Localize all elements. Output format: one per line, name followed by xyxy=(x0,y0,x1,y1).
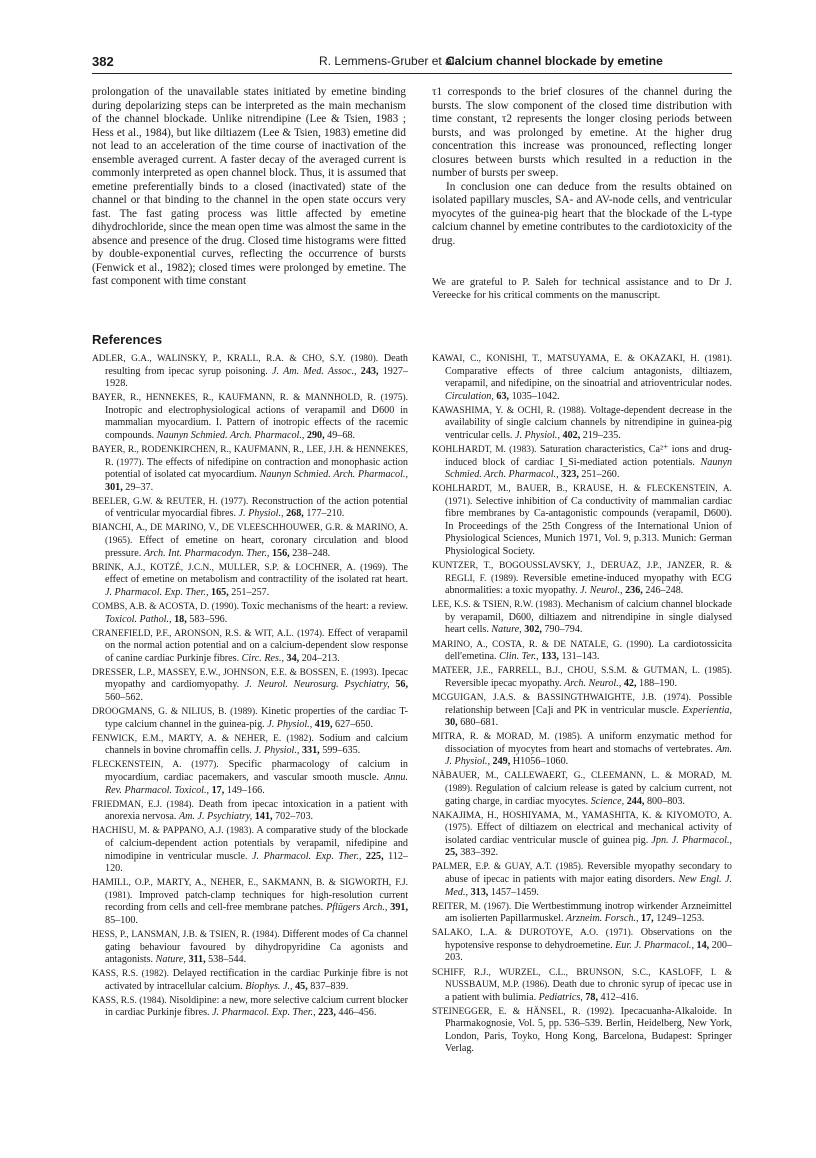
reference-authors: KAWASHIMA, Y. & OCHI, R. (1988). xyxy=(432,405,587,416)
reference-title: Ipecacuanha-Alkaloide. In Pharmakognosie, Vol. 5, pp. 536–539. Berlin, Heidelberg, New York, London, Paris, Toyko, Hong Kong, Barcelona, Budapest: Springer Verlag. xyxy=(445,1005,732,1055)
reference-entry xyxy=(432,639,732,664)
reference-pages: 800–803. xyxy=(646,795,685,807)
reference-volume: 302, xyxy=(524,624,542,636)
reference-authors: BAYER, R., HENNEKES, R., KAUFMANN, R. & MANNHOLD, R. (1975). xyxy=(92,393,408,404)
reference-entry xyxy=(92,496,408,521)
reference-journal: J. Neurol., xyxy=(580,585,623,597)
reference-journal: Am. J. Physiol., xyxy=(445,743,733,768)
reference-journal: Annu. Rev. Pharmacol. Toxicol., xyxy=(105,772,409,796)
references-column-left xyxy=(92,353,408,1022)
reference-entry xyxy=(432,692,732,730)
reference-pages: 1035–1042. xyxy=(511,390,560,402)
reference-title: Mechanism of calcium channel blockade by verapamil, D600, diltiazem and nitrendipine in single dialysed heart cells. xyxy=(445,599,732,636)
running-title: Calcium channel blockade by emetine xyxy=(446,54,663,68)
reference-pages: 149–166. xyxy=(226,784,265,796)
reference-authors: BIANCHI, A., DE MARINO, V., DE VLEESCHHOUWER, G.R. & MARINO, A. (1965). xyxy=(92,523,408,547)
reference-pages: 560–562. xyxy=(105,691,143,703)
reference-entry xyxy=(432,405,732,443)
reference-pages: H1056–1060. xyxy=(512,756,569,768)
reference-journal: Arch. Int. Pharmacodyn. Ther., xyxy=(143,547,270,559)
reference-pages: 627–650. xyxy=(335,718,373,730)
reference-entry xyxy=(432,483,732,558)
reference-authors: NÄBAUER, M., CALLEWAERT, G., CLEEMANN, L. & MORAD, M. (1989). xyxy=(432,771,732,794)
reference-pages: 29–37. xyxy=(125,481,154,493)
reference-volume: 78, xyxy=(585,991,598,1003)
reference-pages: 412–416. xyxy=(600,991,639,1003)
reference-journal: J. Pharmacol. Exp. Ther., xyxy=(212,1007,316,1019)
reference-entry xyxy=(432,967,732,1005)
reference-title: A uniform enzymatic method for dissociation of myocytes from heart and stomachs of vertebrates. xyxy=(445,731,732,755)
reference-authors: KUNTZER, T., BOGOUSSLAVSKY, J., DERUAZ, J.P., JANZER, R. & REGLI, F. (1989). xyxy=(432,561,732,584)
reference-volume: 419, xyxy=(314,718,333,730)
reference-authors: BEELER, G.W. & REUTER, H. (1977). xyxy=(92,496,249,507)
reference-title: The effects of nifedipine on contraction and monophasic action potential of isolated cat myocardium. xyxy=(105,456,408,481)
reference-journal: Naunyn Schmied. Arch. Pharmacol., xyxy=(156,429,305,441)
reference-volume: 14, xyxy=(696,939,710,951)
reference-entry xyxy=(92,825,408,875)
reference-title: The effect of emetine on metabolism and contractility of the isolated rat heart. xyxy=(105,561,408,586)
reference-title: Death from ipecac intoxication in a patient with anorexia nervosa. xyxy=(105,798,408,823)
reference-entry xyxy=(432,731,732,769)
reference-pages: 1927–1928. xyxy=(105,365,409,390)
reference-entry xyxy=(432,444,732,482)
reference-authors: KASS, R.S. (1984). xyxy=(92,995,167,1006)
reference-volume: 141, xyxy=(254,811,273,823)
reference-journal: Jpn. J. Pharmacol., xyxy=(651,834,733,846)
reference-entry xyxy=(92,733,408,758)
reference-entry xyxy=(432,1006,732,1056)
reference-volume: 56, xyxy=(395,679,409,691)
reference-pages: 680–681. xyxy=(460,717,499,729)
reference-authors: COMBS, A.B. & ACOSTA, D. (1990). xyxy=(92,601,239,612)
reference-journal: Arch. Neurol., xyxy=(564,677,622,689)
reference-volume: 133, xyxy=(541,651,559,663)
reference-authors: FRIEDMAN, E.J. (1984). xyxy=(92,799,194,810)
reference-title: Voltage-dependent decrease in the availability of single calcium channels by nitrendipine in guinea-pig ventricular cells. xyxy=(445,404,733,441)
reference-journal: Pflügers Arch., xyxy=(326,902,388,914)
reference-journal: Toxicol. Pathol., xyxy=(105,613,172,625)
reference-title: A comparative study of the blockade of calcium-dependent action potentials by verapamil, nifedipine and nimodipine in ventricular muscle. xyxy=(105,825,408,862)
reference-authors: KOHLHARDT, M. (1983). xyxy=(432,445,537,456)
body-column-right xyxy=(432,86,732,248)
header-authors: R. Lemmens-Gruber et al xyxy=(319,54,455,68)
reference-entry xyxy=(432,665,732,690)
reference-pages: 238–248. xyxy=(292,547,331,559)
reference-pages: 538–544. xyxy=(208,954,247,966)
reference-entry xyxy=(92,444,408,494)
reference-authors: DRESSER, L.P., MASSEY, E.W., JOHNSON, E.E. & BOSSEN, E. (1993). xyxy=(92,667,379,678)
reference-authors: MCGUIGAN, J.A.S. & BASSINGTHWAIGHTE, J.B. (1974). xyxy=(432,692,691,703)
reference-authors: STEINEGGER, E. & HÄNSEL, R. (1992). xyxy=(432,1006,615,1017)
reference-journal: J. Physiol., xyxy=(515,429,560,441)
reference-journal: Science, xyxy=(590,795,625,807)
reference-authors: MITRA, R. & MORAD, M. (1985). xyxy=(432,732,583,743)
reference-journal: Biophys. J., xyxy=(245,980,293,992)
reference-entry xyxy=(92,877,408,927)
reference-volume: 34, xyxy=(286,652,300,664)
reference-journal: J. Neurol. Neurosurg. Psychiatry, xyxy=(244,679,390,691)
reference-title: Inotropic and electrophysiological actions of verapamil and D600 in mammalian myocardium. I. Pattern of inotropic effects of the racemic compounds. xyxy=(105,404,408,441)
reference-journal: Naunyn Schmied. Arch. Pharmacol., xyxy=(259,469,408,481)
reference-title: La cardiotossicita dell'emetina. xyxy=(445,638,733,663)
reference-title: Effect of emetine on heart, coronary circulation and blood pressure. xyxy=(105,535,409,559)
reference-pages: 219–235. xyxy=(582,429,621,441)
reference-volume: 311, xyxy=(188,954,206,966)
reference-journal: J. Pharmacol. Exp. Ther., xyxy=(105,586,209,598)
reference-title: Death resulting from ipecac syrup poisoning. xyxy=(105,353,408,377)
reference-title: Different modes of Ca channel gating behaviour favoured by dihydropyridine Ca agonists and antagonists. xyxy=(105,928,408,966)
reference-entry xyxy=(92,667,408,705)
reference-title: Reversible ipecac myopathy. xyxy=(445,677,562,689)
page-number: 382 xyxy=(92,54,114,69)
reference-pages: 702–703. xyxy=(275,811,314,823)
reference-pages: 200–203. xyxy=(445,939,733,964)
reference-entry xyxy=(92,706,408,731)
reference-entry xyxy=(92,562,408,600)
reference-authors: KASS, R.S. (1982). xyxy=(92,969,169,980)
reference-authors: BAYER, R., RODENKIRCHEN, R., KAUFMANN, R., LEE, J.H. & HENNEKES, R. (1977). xyxy=(92,445,408,468)
reference-authors: SCHIFF, R.J., WURZEL, C.L., BRUNSON, S.C., KASLOFF, I. & NUSSBAUM, M.P. (1986). xyxy=(432,967,732,991)
reference-pages: 599–635. xyxy=(322,745,361,757)
reference-journal: Naunyn Schmied. Arch. Pharmacol., xyxy=(445,456,733,481)
references-column-right xyxy=(432,353,732,1058)
reference-authors: KAWAI, C., KONISHI, T., MATSUYAMA, E. & OKAZAKI, H. (1981). xyxy=(432,354,732,364)
reference-authors: BRINK, A.J., KOTZÉ, J.C.N., MULLER, S.P. & LOCHNER, A. (1969). xyxy=(92,562,388,573)
reference-journal: Circ. Res., xyxy=(241,652,285,664)
reference-authors: PALMER, E.P. & GUAY, A.T. (1985). xyxy=(432,862,584,873)
reference-volume: 301, xyxy=(105,481,123,493)
reference-journal: Eur. J. Pharmacol., xyxy=(615,939,694,951)
reference-volume: 156, xyxy=(271,547,290,559)
reference-journal: Nature, xyxy=(491,624,522,636)
reference-volume: 165, xyxy=(211,586,229,598)
reference-journal: J. Physiol., xyxy=(254,745,300,757)
reference-journal: J. Pharmacol. Exp. Ther., xyxy=(252,850,362,862)
reference-entry xyxy=(432,599,732,637)
references-heading: References xyxy=(92,332,163,347)
reference-volume: 268, xyxy=(286,508,304,520)
reference-pages: 204–213. xyxy=(301,652,340,664)
reference-volume: 402, xyxy=(562,429,581,441)
reference-journal: Arzneim. Forsch., xyxy=(565,913,639,925)
reference-journal: Pediatrics, xyxy=(538,991,583,1003)
reference-title: Observations on the hypotensive response to dehydroemetine. xyxy=(445,927,732,951)
reference-volume: 244, xyxy=(626,795,645,807)
reference-title: Selective inhibition of Ca conductivity of mammalian cardiac fibre membranes by Ca-antagonistic compounds (verapamil, D600). In Proceedings of the 25th Congress of the International Union of Physiological Sciences, Munich 1971, Vol. 9, p.313. Munich: German Physiological Society. xyxy=(445,495,732,557)
reference-authors: SALAKO, L.A. & DUROTOYE, A.O. (1971). xyxy=(432,928,634,939)
reference-entry xyxy=(92,968,408,993)
reference-journal: Circulation, xyxy=(445,390,494,402)
reference-pages: 131–143. xyxy=(561,651,600,663)
reference-volume: 223, xyxy=(318,1007,336,1019)
reference-volume: 290, xyxy=(306,429,325,441)
reference-entry xyxy=(92,522,408,560)
reference-journal: Nature, xyxy=(155,954,186,966)
running-header xyxy=(92,52,732,74)
reference-authors: FENWICK, E.M., MARTY, A. & NEHER, E. (1982). xyxy=(92,733,314,744)
reference-pages: 251–257. xyxy=(231,586,270,598)
reference-volume: 243, xyxy=(360,365,379,377)
reference-authors: LEE, K.S. & TSIEN, R.W. (1983). xyxy=(432,600,563,611)
reference-title: Reversible emetine-induced myopathy with ECG abnormalities: a toxic myopathy. xyxy=(445,572,732,597)
reference-title: Ipecac myopathy and cardiomyopathy. xyxy=(105,666,408,691)
reference-title: Possible relationship between [Ca]i and PK in ventricular muscle. xyxy=(445,691,733,716)
reference-authors: HESS, P., LANSMAN, J.B. & TSIEN, R. (1984). xyxy=(92,929,280,940)
reference-entry xyxy=(92,628,408,666)
reference-pages: 49–68. xyxy=(327,429,356,441)
reference-title: Effect of verapamil on the normal action potential and on a calcium-dependent slow response of canine cardiac Purkinje fibres. xyxy=(105,627,408,664)
reference-title: Regulation of calcium release is gated by calcium current, not gating charge, in cardiac myocytes. xyxy=(445,782,732,807)
body-paragraph: τ1 corresponds to the brief closures of the channel during the bursts. The slow component of the closed time distribution with time constant, τ2 represents the longer closing periods between bursts, and was prolonged by emetine. At the higher drug concentration this increase was pronounced, reflecting longer closures between bursts which resulted in a reduction in the number of bursts per sweep. xyxy=(432,86,732,179)
reference-title: Die Wertbestimmung inotrop wirkender Arzneimittel am isolierten Papillarmuskel. xyxy=(445,900,732,925)
reference-title: Specific pharmacology of calcium in myocardium, cardiac pacemakers, and vascular smooth muscle. xyxy=(105,759,408,784)
reference-title: Delayed rectification in the cardiac Purkinje fibre is not activated by intracellular calcium. xyxy=(105,968,408,992)
reference-entry xyxy=(92,929,408,967)
reference-authors: NAKAJIMA, H., HOSHIYAMA, M., YAMASHITA, K. & KIYOMOTO, A. (1975). xyxy=(432,810,732,834)
reference-entry xyxy=(92,392,408,442)
reference-volume: 45, xyxy=(295,980,308,992)
body-paragraph-conclusion: In conclusion one can deduce from the results obtained on isolated papillary muscles, SA- and AV-node cells, and ventricular myocytes of the guinea-pig heart that the blockade of the L-type calcium channel by emetine contributes to the cardiotoxicity of the drug. xyxy=(432,180,732,247)
reference-volume: 331, xyxy=(301,745,320,757)
reference-pages: 85–100. xyxy=(105,914,138,926)
reference-title: Effect of diltiazem on electrical and mechanical activity of isolated cardiac ventricular muscle of guinea pig. xyxy=(445,822,733,846)
reference-entry xyxy=(432,560,732,598)
reference-volume: 313, xyxy=(470,886,489,898)
reference-entry xyxy=(432,810,732,860)
reference-authors: DROOGMANS, G. & NILIUS, B. (1989). xyxy=(92,707,258,718)
reference-pages: 251–260. xyxy=(581,469,620,481)
reference-pages: 446–456. xyxy=(338,1007,377,1019)
reference-title: Kinetic properties of the cardiac T-type calcium channel in the guinea-pig. xyxy=(105,706,408,730)
reference-title: Reconstruction of the action potential of ventricular myocardial fibres. xyxy=(105,495,408,520)
reference-journal: Am. J. Psychiatry, xyxy=(178,811,253,823)
reference-pages: 246–248. xyxy=(645,585,684,597)
reference-entry xyxy=(432,861,732,899)
reference-authors: HACHISU, M. & PAPPANO, A.J. (1983). xyxy=(92,826,254,837)
reference-authors: FLECKENSTEIN, A. (1977). xyxy=(92,760,219,771)
reference-pages: 583–596. xyxy=(189,613,228,625)
reference-title: Reversible myopathy secondary to abuse of ipecac in patients with major eating disorders. xyxy=(445,861,732,885)
reference-authors: MARINO, A., COSTA, R. & DE NATALE, G. (1990). xyxy=(432,639,654,650)
reference-title: Sodium and calcium channels in bovine chromaffin cells. xyxy=(105,732,408,757)
reference-entry xyxy=(432,353,732,403)
reference-pages: 188–190. xyxy=(639,677,677,689)
reference-entry xyxy=(432,901,732,926)
reference-title: Improved patch-clamp techniques for high-resolution current recording from cells and cell-free membrane patches. xyxy=(105,889,409,914)
reference-volume: 391, xyxy=(390,902,409,914)
body-column-left xyxy=(92,86,406,289)
reference-entry xyxy=(92,353,408,391)
reference-volume: 18, xyxy=(174,613,187,625)
reference-entry xyxy=(92,995,408,1020)
reference-pages: 383–392. xyxy=(460,847,499,859)
reference-entry xyxy=(92,799,408,824)
reference-title: Nisoldipine: a new, more selective calcium current blocker in cardiac Purkinje fibres. xyxy=(105,994,409,1019)
reference-volume: 30, xyxy=(445,717,458,729)
body-paragraph: prolongation of the unavailable states initiated by emetine binding during depolarizing steps can be interpreted as the main mechanism of the channel blockade. Unlike nitrendipine (Lee & Tsien, 1983 ; Hess et al., 1984), but like diltiazem (Lee & Tsien, 1983) emetine did not lead to an acceleration of the time course of inactivation of the ensemble averaged current. A faster decay of the averaged current is commonly interpreted as open channel block. Thus, it is assumed that emetine preferentially binds to a closed (inactivated) state of the channel or that binding to the channel in the open state occurs very fast. The fast gating process was little affected by emetine dihydrochloride, since the mean open time was almost the same in the absence and presence of the drug. Closed time histograms were fitted by double-exponential curves, reflecting the occurrence of bursts (Fenwick et al., 1982); closed times were prolonged by emetine. The fast component with time constant xyxy=(92,86,406,287)
reference-authors: CRANEFIELD, P.F., ARONSON, R.S. & WIT, A.L. (1974). xyxy=(92,628,325,639)
reference-pages: 1457–1459. xyxy=(490,886,539,898)
reference-journal: J. Am. Med. Assoc., xyxy=(272,365,357,377)
reference-authors: KOHLHARDT, M., BAUER, B., KRAUSE, H. & FLECKENSTEIN, A. (1971). xyxy=(432,484,732,507)
acknowledgement: We are grateful to P. Saleh for technical assistance and to Dr J. Vereecke for his critical comments on the manuscript. xyxy=(432,277,732,301)
reference-pages: 790–794. xyxy=(544,624,583,636)
reference-journal: Experientia, xyxy=(682,704,733,716)
reference-journal: J. Physiol., xyxy=(238,508,284,520)
reference-authors: MATEER, J.E., FARRELL, B.J., CHOU, S.S.M. & GUTMAN, L. (1985). xyxy=(432,666,732,677)
reference-volume: 25, xyxy=(445,847,458,859)
reference-authors: HAMILL, O.P., MARTY, A., NEHER, E., SAKMANN, B. & SIGWORTH, F.J. (1981). xyxy=(92,878,408,901)
reference-journal: J. Physiol., xyxy=(267,718,313,730)
reference-pages: 112–120. xyxy=(105,850,409,875)
reference-title: Saturation characteristics, Ca²⁺ ions and drug-induced block of cardiac I_Si-mediated action potentials. xyxy=(445,444,733,468)
reference-entry xyxy=(92,601,408,626)
reference-volume: 42, xyxy=(623,677,637,689)
reference-volume: 323, xyxy=(561,469,579,481)
reference-volume: 236, xyxy=(625,585,643,597)
reference-volume: 249, xyxy=(492,756,511,768)
reference-journal: Clin. Ter., xyxy=(499,651,539,663)
reference-journal: New Engl. J. Med., xyxy=(445,874,732,898)
reference-pages: 177–210. xyxy=(306,508,345,520)
reference-volume: 17, xyxy=(641,913,654,925)
reference-volume: 225, xyxy=(365,850,384,862)
reference-title: Death due to chronic syrup of ipecac use in a patient with bulimia. xyxy=(445,979,733,1003)
reference-entry xyxy=(432,927,732,965)
reference-title: Comparative effects of three calcium antagonists, diltiazem, verapamil, and nifedipine, on the sinoatrial and atrioventricular nodes. xyxy=(445,365,732,390)
reference-entry xyxy=(432,770,732,808)
reference-title: Toxic mechanisms of the heart: a review. xyxy=(241,600,408,612)
reference-entry xyxy=(92,759,408,797)
reference-authors: REITER, M. (1967). xyxy=(432,901,512,912)
reference-pages: 837–839. xyxy=(310,980,349,992)
reference-pages: 1249–1253. xyxy=(656,913,705,925)
reference-volume: 17, xyxy=(211,784,225,796)
reference-volume: 63, xyxy=(496,390,510,402)
reference-authors: ADLER, G.A., WALINSKY, P., KRALL, R.A. & CHO, S.Y. (1980). xyxy=(92,354,379,364)
